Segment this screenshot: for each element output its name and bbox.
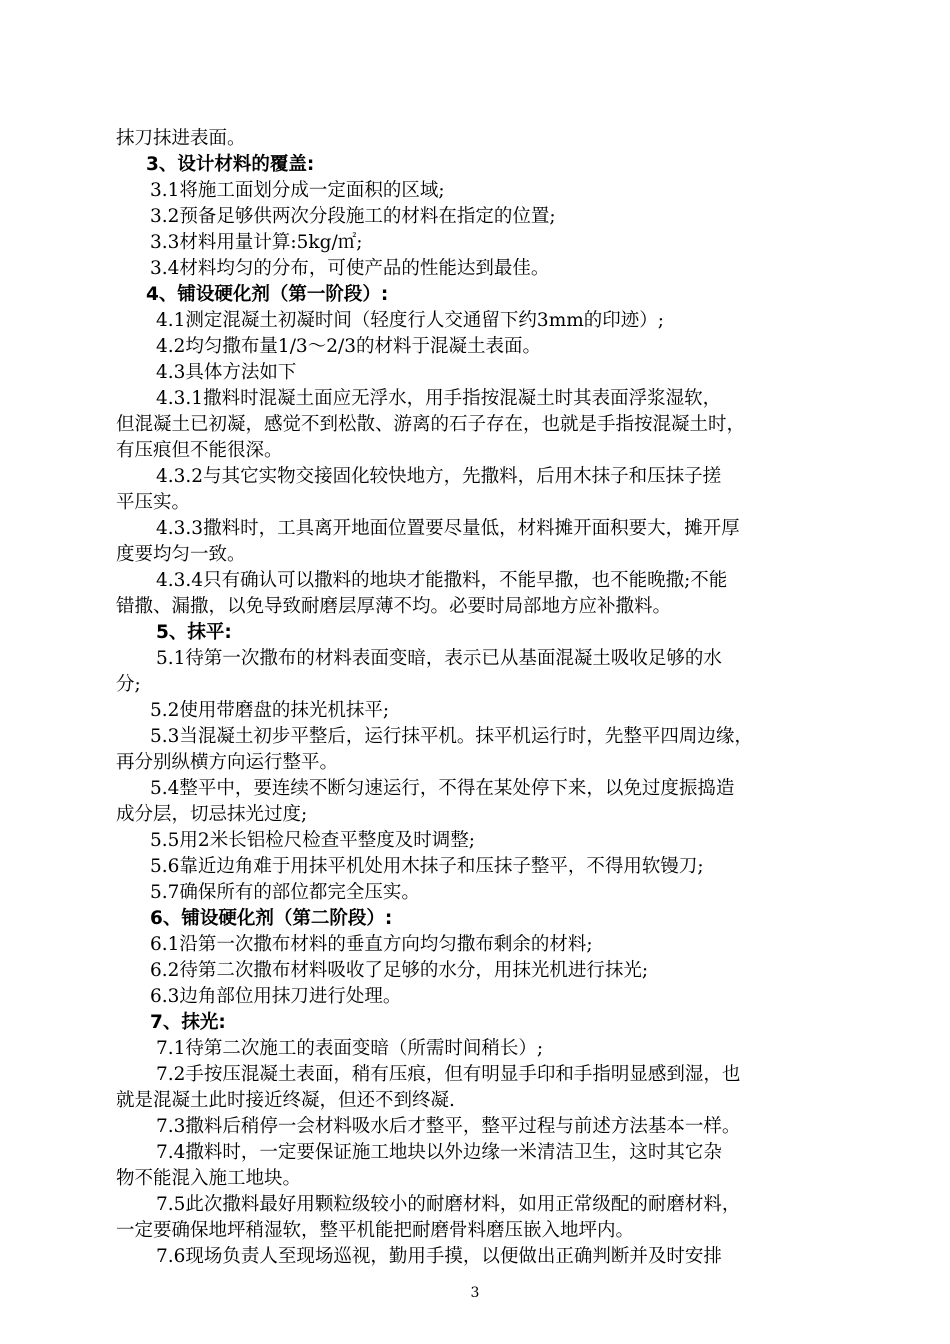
text-line: 错撒、漏撒，以免导致耐磨层厚薄不均。必要时局部地方应补撒料。 — [116, 596, 672, 617]
text-line: 3.2预备足够供两次分段施工的材料在指定的位置; — [150, 206, 556, 227]
text-line: 分; — [116, 674, 141, 695]
text-line: 5.4整平中，要连续不断匀速运行，不得在某处停下来，以免过度振捣造 — [150, 778, 735, 799]
text-line: 4.3.3撒料时，工具离开地面位置要尽量低，材料摊开面积要大，摊开厚 — [156, 518, 740, 539]
section-heading: 7、抹光: — [150, 1012, 226, 1033]
text-line: 7.1待第二次施工的表面变暗（所需时间稍长）; — [156, 1038, 544, 1059]
text-line: 7.3撒料后稍停一会材料吸水后才整平，整平过程与前述方法基本一样。 — [156, 1116, 741, 1137]
text-line: 6.3边角部位用抹刀进行处理。 — [150, 986, 402, 1007]
section-heading: 3、设计材料的覆盖: — [146, 154, 315, 175]
text-line: 3.3材料用量计算:5kg/㎡; — [150, 232, 363, 253]
text-line: 3.4材料均匀的分布，可使产品的性能达到最佳。 — [150, 258, 550, 279]
text-line: 有压痕但不能很深。 — [116, 440, 283, 461]
text-line: 但混凝土已初凝，感觉不到松散、游离的石子存在，也就是手指按混凝土时， — [116, 414, 746, 435]
text-line: 4.1测定混凝土初凝时间（轻度行人交通留下约3mm的印迹）; — [156, 310, 665, 331]
text-line: 4.3.1撒料时混凝土面应无浮水，用手指按混凝土时其表面浮浆湿软， — [156, 388, 722, 409]
text-line: 7.2手按压混凝土表面，稍有压痕，但有明显手印和手指明显感到湿，也 — [156, 1064, 741, 1085]
text-line: 就是混凝土此时接近终凝，但还不到终凝. — [116, 1090, 455, 1111]
text-line: 物不能混入施工地块。 — [116, 1168, 302, 1189]
text-line: 7.5此次撒料最好用颗粒级较小的耐磨材料，如用正常级配的耐磨材料， — [156, 1194, 741, 1215]
text-line: 5.2使用带磨盘的抹光机抹平; — [150, 700, 390, 721]
text-line: 3.1将施工面划分成一定面积的区域; — [150, 180, 445, 201]
section-heading: 5、抹平: — [156, 622, 232, 643]
section-heading: 6、铺设硬化剂（第二阶段）: — [150, 908, 393, 929]
text-line: 5.7确保所有的部位都完全压实。 — [150, 882, 420, 903]
text-line: 度要均匀一致。 — [116, 544, 246, 565]
text-line: 5.3当混凝土初步平整后，运行抹平机。抹平机运行时，先整平四周边缘， — [150, 726, 753, 747]
text-line: 7.4撒料时，一定要保证施工地块以外边缘一米清洁卫生，这时其它杂 — [156, 1142, 722, 1163]
text-line: 抹刀抹进表面。 — [116, 128, 246, 149]
text-line: 4.3.4只有确认可以撒料的地块才能撒料，不能早撒，也不能晚撒;不能 — [156, 570, 728, 591]
text-line: 7.6现场负责人至现场巡视，勤用手摸，以便做出正确判断并及时安排 — [156, 1246, 722, 1267]
text-line: 6.2待第二次撒布材料吸收了足够的水分，用抹光机进行抹光; — [150, 960, 649, 981]
text-line: 6.1沿第一次撒布材料的垂直方向均匀撒布剩余的材料; — [150, 934, 593, 955]
text-line: 平压实。 — [116, 492, 191, 513]
text-line: 5.5用2米长铝检尺检查平整度及时调整; — [150, 830, 475, 851]
text-line: 一定要确保地坪稍湿软，整平机能把耐磨骨料磨压嵌入地坪内。 — [116, 1220, 635, 1241]
text-line: 成分层，切忌抹光过度; — [116, 804, 308, 825]
text-line: 再分别纵横方向运行整平。 — [116, 752, 339, 773]
section-heading: 4、铺设硬化剂（第一阶段）: — [146, 284, 389, 305]
page-number: 3 — [470, 1285, 480, 1301]
text-line: 4.3具体方法如下 — [156, 362, 297, 383]
text-line: 5.1待第一次撒布的材料表面变暗，表示已从基面混凝土吸收足够的水 — [156, 648, 722, 669]
text-line: 4.3.2与其它实物交接固化较快地方，先撒料，后用木抹子和压抹子搓 — [156, 466, 722, 487]
text-line: 5.6靠近边角难于用抹平机处用木抹子和压抹子整平，不得用软镘刀; — [150, 856, 704, 877]
text-line: 4.2均匀撒布量1/3～2/3的材料于混凝土表面。 — [156, 336, 541, 357]
